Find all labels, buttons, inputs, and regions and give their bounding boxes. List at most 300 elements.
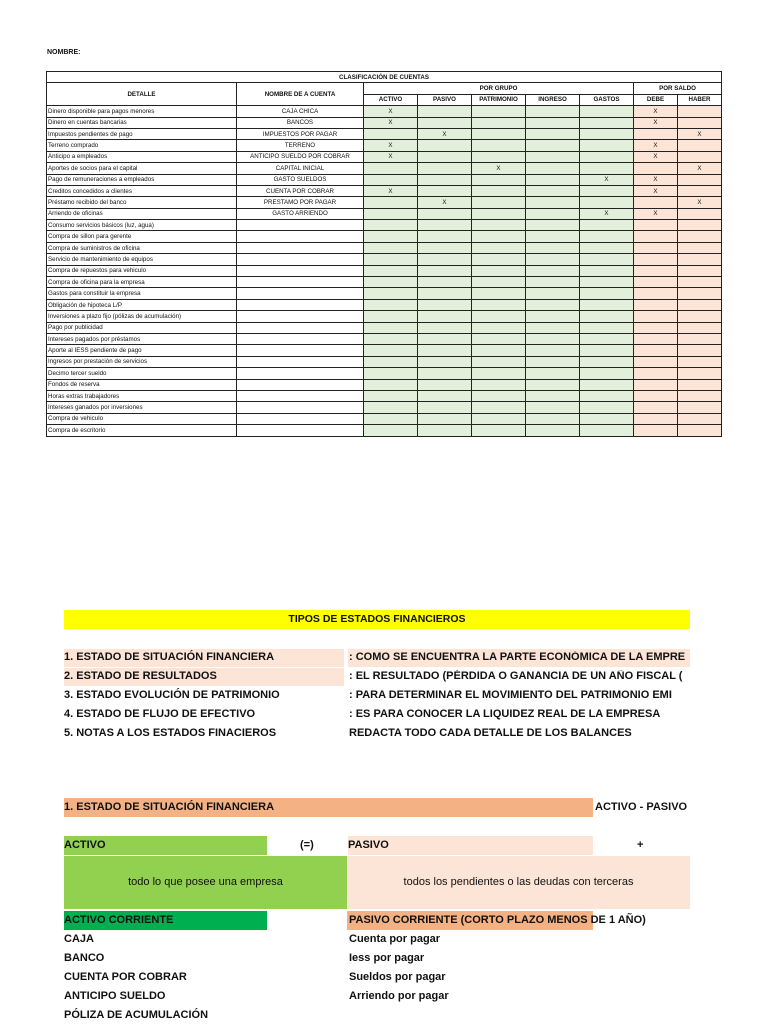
cell-nombre-cuenta: [237, 333, 364, 344]
pasivo-item-arriendo: Arriendo por pagar: [349, 990, 449, 1002]
cell-mark: [364, 197, 418, 208]
cell-mark: [580, 151, 634, 162]
cell-mark: [526, 379, 580, 390]
cell-mark: [634, 220, 678, 231]
cell-mark: [472, 106, 526, 117]
cell-mark: [418, 277, 472, 288]
cell-mark: [580, 425, 634, 436]
cell-mark: [364, 288, 418, 299]
pasivo-header-text: PASIVO: [348, 839, 389, 851]
cell-mark: [472, 356, 526, 367]
cell-mark: [580, 106, 634, 117]
tipo-5-desc: REDACTA TODO CADA DETALLE DE LOS BALANCES: [349, 727, 632, 739]
cell-mark: [418, 231, 472, 242]
cell-mark: [678, 345, 722, 356]
cell-mark: [526, 220, 580, 231]
cell-mark: [526, 197, 580, 208]
cell-mark: [418, 208, 472, 219]
table-row: [47, 311, 722, 322]
table-row: [47, 140, 722, 151]
nombre-label: NOMBRE:: [47, 49, 81, 56]
cell-mark: [418, 333, 472, 344]
cell-mark: [678, 140, 722, 151]
cell-detalle: Dinero disponible para pagos menores: [47, 106, 237, 117]
tipo-3-label: 3. ESTADO EVOLUCIÓN DE PATRIMONIO: [64, 689, 280, 701]
cell-detalle: Pago por publicidad: [47, 322, 237, 333]
cell-mark: X: [634, 151, 678, 162]
header-haber: HABER: [678, 94, 722, 105]
cell-mark: [580, 322, 634, 333]
cell-mark: [678, 151, 722, 162]
cell-detalle: Impuestos pendientes de pago: [47, 128, 237, 139]
cell-mark: X: [634, 117, 678, 128]
table-row: [47, 197, 722, 208]
tipos-title: [64, 610, 690, 629]
cell-mark: [364, 333, 418, 344]
cell-mark: [678, 277, 722, 288]
tipos-title-text: TIPOS DE ESTADOS FINANCIEROS: [288, 613, 466, 625]
cell-mark: [634, 379, 678, 390]
cell-mark: X: [678, 128, 722, 139]
cell-mark: [580, 140, 634, 151]
cell-mark: [418, 117, 472, 128]
pasivo-desc: todos los pendientes o las deudas con terceras: [403, 876, 634, 888]
cell-mark: [580, 356, 634, 367]
cell-mark: [472, 197, 526, 208]
cell-mark: [678, 390, 722, 401]
cell-mark: [472, 185, 526, 196]
cell-mark: [418, 140, 472, 151]
header-nombre: NOMBRE DE A CUENTA: [237, 83, 364, 106]
cell-detalle: Intereses pagados por préstamos: [47, 333, 237, 344]
table-row: [47, 220, 722, 231]
cell-mark: [678, 254, 722, 265]
header-pasivo: PASIVO: [418, 94, 472, 105]
cell-mark: [472, 151, 526, 162]
cell-mark: X: [418, 128, 472, 139]
cell-mark: [472, 390, 526, 401]
activo-header: [64, 836, 267, 855]
cell-mark: [472, 242, 526, 253]
cell-nombre-cuenta: [237, 390, 364, 401]
cell-mark: [526, 185, 580, 196]
cell-mark: [418, 254, 472, 265]
cell-nombre-cuenta: CAPITAL INICIAL: [237, 163, 364, 174]
cell-mark: [526, 208, 580, 219]
cell-mark: [364, 220, 418, 231]
cell-mark: X: [678, 163, 722, 174]
cell-mark: [472, 402, 526, 413]
activo-desc-box: [64, 856, 347, 909]
cell-detalle: Arriendo de oficinas: [47, 208, 237, 219]
cell-mark: [678, 220, 722, 231]
activo-desc: todo lo que posee una empresa: [128, 876, 283, 888]
situacion-formula: ACTIVO - PASIVO: [595, 801, 688, 813]
cell-mark: X: [364, 117, 418, 128]
situacion-title: [64, 798, 593, 817]
tipo-5-label: 5. NOTAS A LOS ESTADOS FINACIEROS: [64, 727, 277, 739]
cell-mark: [678, 368, 722, 379]
cell-nombre-cuenta: [237, 231, 364, 242]
cell-mark: [580, 379, 634, 390]
pasivo-corriente-header: PASIVO CORRIENTE (CORTO PLAZO MENOS DE 1 AÑO): [349, 914, 646, 926]
cell-detalle: Anticipo a empleados: [47, 151, 237, 162]
cell-mark: [678, 265, 722, 276]
cell-mark: [634, 368, 678, 379]
cell-mark: [580, 220, 634, 231]
cell-mark: [634, 425, 678, 436]
cell-nombre-cuenta: TERRENO: [237, 140, 364, 151]
table-row: [47, 128, 722, 139]
cell-detalle: Préstamo recibido del banco: [47, 197, 237, 208]
cell-mark: [678, 185, 722, 196]
table-row: [47, 413, 722, 424]
cell-mark: [472, 117, 526, 128]
cell-mark: [418, 265, 472, 276]
cell-mark: [364, 356, 418, 367]
tipo-4-label: 4. ESTADO DE FLUJO DE EFECTIVO: [64, 708, 256, 720]
cell-mark: [580, 197, 634, 208]
cell-mark: [526, 163, 580, 174]
cell-mark: X: [634, 208, 678, 219]
activo-item-banco: BANCO: [64, 952, 105, 964]
pasivo-item-iess: Iess por pagar: [349, 952, 425, 964]
cell-mark: [472, 379, 526, 390]
table-title: CLASIFICACIÓN DE CUENTAS: [47, 72, 722, 83]
table-row: [47, 231, 722, 242]
cell-mark: [526, 345, 580, 356]
cell-nombre-cuenta: IMPUESTOS POR PAGAR: [237, 128, 364, 139]
cell-nombre-cuenta: CUENTA POR COBRAR: [237, 185, 364, 196]
pasivo-desc-box: [347, 856, 690, 909]
situacion-title-text: 1. ESTADO DE SITUACIÓN FINANCIERA: [64, 801, 275, 813]
cell-mark: [526, 322, 580, 333]
cell-mark: [678, 413, 722, 424]
cell-mark: [526, 106, 580, 117]
tipo-2-label: 2. ESTADO DE RESULTADOS: [64, 670, 217, 682]
cell-nombre-cuenta: [237, 379, 364, 390]
cell-nombre-cuenta: [237, 254, 364, 265]
table-row: [47, 322, 722, 333]
cell-mark: [364, 242, 418, 253]
cell-mark: [526, 288, 580, 299]
cell-mark: [526, 151, 580, 162]
cell-mark: [678, 117, 722, 128]
cell-mark: [364, 299, 418, 310]
cell-mark: [526, 140, 580, 151]
cell-mark: [472, 231, 526, 242]
cell-mark: [634, 333, 678, 344]
pasivo-header: [348, 836, 593, 855]
table-row: [47, 368, 722, 379]
cell-mark: [634, 299, 678, 310]
cell-mark: [678, 379, 722, 390]
activo-corriente-text: ACTIVO CORRIENTE: [64, 914, 174, 926]
cell-mark: [634, 311, 678, 322]
pasivo-item-sueldos: Sueldos por pagar: [349, 971, 446, 983]
table-row: [47, 333, 722, 344]
table-row: [47, 356, 722, 367]
cell-nombre-cuenta: [237, 242, 364, 253]
cell-mark: [526, 333, 580, 344]
activo-item-anticipo: ANTICIPO SUELDO: [64, 990, 166, 1002]
cell-mark: [364, 128, 418, 139]
cell-mark: [526, 368, 580, 379]
cell-mark: X: [580, 208, 634, 219]
cell-mark: [580, 413, 634, 424]
cell-detalle: Terreno comprado: [47, 140, 237, 151]
cell-detalle: Aporte al IESS pendiente de pago: [47, 345, 237, 356]
cell-mark: [580, 288, 634, 299]
cell-nombre-cuenta: BANCOS: [237, 117, 364, 128]
cell-mark: [418, 402, 472, 413]
table-row: [47, 254, 722, 265]
cell-detalle: Dinero en cuentas bancarias: [47, 117, 237, 128]
cell-mark: [634, 265, 678, 276]
cell-nombre-cuenta: GASTO SUELDOS: [237, 174, 364, 185]
cell-mark: [678, 231, 722, 242]
table-row: [47, 185, 722, 196]
table-row: [47, 208, 722, 219]
cell-nombre-cuenta: PRESTAMO POR PAGAR: [237, 197, 364, 208]
cell-nombre-cuenta: [237, 288, 364, 299]
cell-mark: [634, 231, 678, 242]
cell-mark: [634, 322, 678, 333]
cell-mark: [526, 128, 580, 139]
cell-mark: [472, 345, 526, 356]
table-row: [47, 402, 722, 413]
header-por-saldo: POR SALDO: [634, 83, 722, 94]
cell-mark: [364, 208, 418, 219]
activo-item-cuenta-cobrar: CUENTA POR COBRAR: [64, 971, 187, 983]
cell-detalle: Compra de escritorio: [47, 425, 237, 436]
activo-item-caja: CAJA: [64, 933, 94, 945]
cell-mark: [418, 106, 472, 117]
cell-mark: [472, 413, 526, 424]
cell-mark: [472, 299, 526, 310]
cell-mark: [418, 413, 472, 424]
cell-mark: [364, 402, 418, 413]
cell-mark: [364, 231, 418, 242]
table-row: [47, 117, 722, 128]
header-patrimonio: PATRIMONIO: [472, 94, 526, 105]
cell-mark: [580, 299, 634, 310]
cell-mark: [580, 333, 634, 344]
cell-mark: [472, 311, 526, 322]
pasivo-item-cuenta-pagar: Cuenta por pagar: [349, 933, 441, 945]
cell-mark: [678, 402, 722, 413]
cell-mark: [526, 231, 580, 242]
table-row: [47, 106, 722, 117]
activo-header-text: ACTIVO: [64, 839, 106, 851]
table-row: [47, 174, 722, 185]
cell-mark: X: [364, 151, 418, 162]
cell-nombre-cuenta: [237, 311, 364, 322]
cell-mark: [418, 242, 472, 253]
table-row: [47, 242, 722, 253]
cell-detalle: Obligación de hipoteca L/P: [47, 299, 237, 310]
cell-mark: [678, 242, 722, 253]
cell-mark: [364, 425, 418, 436]
cell-mark: [580, 185, 634, 196]
tipo-1-desc: : COMO SE ENCUENTRA LA PARTE ECONÓMICA DE LA EMPRE: [349, 651, 686, 663]
cell-mark: [418, 379, 472, 390]
cell-mark: X: [634, 185, 678, 196]
activo-corriente-header: [64, 911, 267, 930]
cell-mark: [418, 299, 472, 310]
cell-mark: [634, 254, 678, 265]
cell-nombre-cuenta: [237, 402, 364, 413]
cell-mark: [580, 311, 634, 322]
cell-mark: [418, 425, 472, 436]
cell-mark: [526, 356, 580, 367]
cell-mark: [678, 208, 722, 219]
cell-mark: [634, 197, 678, 208]
cell-mark: X: [634, 140, 678, 151]
cell-mark: [472, 333, 526, 344]
cell-nombre-cuenta: [237, 322, 364, 333]
cell-mark: [526, 390, 580, 401]
cell-mark: [364, 368, 418, 379]
table-row: [47, 265, 722, 276]
cell-mark: [472, 128, 526, 139]
cell-mark: [580, 231, 634, 242]
cell-mark: [472, 288, 526, 299]
cell-mark: [634, 128, 678, 139]
cell-mark: [418, 220, 472, 231]
cell-mark: [580, 277, 634, 288]
cell-mark: [580, 163, 634, 174]
cell-detalle: Compra de repuestos para vehiculo: [47, 265, 237, 276]
cell-nombre-cuenta: GASTO ARRIENDO: [237, 208, 364, 219]
table-body: [47, 106, 722, 436]
cell-mark: [580, 402, 634, 413]
cell-mark: [364, 163, 418, 174]
cell-mark: [526, 174, 580, 185]
tipo-4-desc: : ES PARA CONOCER LA LIQUIDEZ REAL DE LA EMPRESA: [349, 708, 661, 720]
cell-mark: [418, 151, 472, 162]
cell-mark: [364, 345, 418, 356]
cell-mark: X: [472, 163, 526, 174]
cell-nombre-cuenta: [237, 356, 364, 367]
cell-mark: [364, 277, 418, 288]
cell-detalle: Creditos concedidos a clientes: [47, 185, 237, 196]
cell-mark: [364, 322, 418, 333]
cell-mark: [472, 174, 526, 185]
cell-mark: [418, 390, 472, 401]
header-gastos: GASTOS: [580, 94, 634, 105]
cell-mark: [526, 117, 580, 128]
cell-mark: [418, 311, 472, 322]
cell-mark: [526, 277, 580, 288]
cell-nombre-cuenta: [237, 299, 364, 310]
cell-detalle: Horas extras trabajadores: [47, 390, 237, 401]
cell-mark: [418, 174, 472, 185]
cell-mark: [526, 254, 580, 265]
cell-nombre-cuenta: [237, 265, 364, 276]
cell-mark: [418, 368, 472, 379]
tipo-2-desc: : EL RESULTADO (PÉRDIDA O GANANCIA DE UN AÑO FISCAL (: [349, 670, 683, 682]
cell-mark: [678, 311, 722, 322]
cell-mark: [364, 254, 418, 265]
cell-mark: X: [580, 174, 634, 185]
cell-mark: [526, 413, 580, 424]
cell-mark: [678, 322, 722, 333]
cell-mark: [678, 106, 722, 117]
cell-nombre-cuenta: ANTICIPO SUELDO POR COBRAR: [237, 151, 364, 162]
table-row: [47, 390, 722, 401]
tipo-3-desc: : PARA DETERMINAR EL MOVIMIENTO DEL PATRIMONIO EMI: [349, 689, 672, 701]
cell-mark: [678, 288, 722, 299]
table-row: [47, 379, 722, 390]
cell-mark: [678, 356, 722, 367]
cell-mark: X: [364, 185, 418, 196]
cell-mark: [472, 208, 526, 219]
cell-mark: [364, 390, 418, 401]
table-row: [47, 151, 722, 162]
cell-mark: [472, 265, 526, 276]
cell-mark: [364, 174, 418, 185]
cell-mark: [634, 163, 678, 174]
cell-mark: [418, 356, 472, 367]
header-activo: ACTIVO: [364, 94, 418, 105]
cell-mark: [472, 220, 526, 231]
cell-mark: [580, 368, 634, 379]
cell-detalle: Pago de remuneraciones a empleados: [47, 174, 237, 185]
cell-detalle: Decimo tercer sueldo: [47, 368, 237, 379]
cell-mark: [526, 265, 580, 276]
cell-mark: [634, 277, 678, 288]
cell-mark: X: [678, 197, 722, 208]
cell-mark: X: [634, 106, 678, 117]
cell-detalle: Inversiones a plazo fijo (pólizas de acumulación): [47, 311, 237, 322]
cell-mark: [526, 402, 580, 413]
cell-detalle: Fondos de reserva: [47, 379, 237, 390]
cell-mark: [580, 254, 634, 265]
cell-mark: [472, 254, 526, 265]
cell-nombre-cuenta: [237, 345, 364, 356]
header-ingreso: INGRESO: [526, 94, 580, 105]
table-row: [47, 163, 722, 174]
cell-mark: [364, 265, 418, 276]
cell-mark: [472, 425, 526, 436]
cell-mark: [580, 242, 634, 253]
cell-mark: [634, 402, 678, 413]
cell-mark: [418, 163, 472, 174]
cell-mark: [580, 128, 634, 139]
tipo-1-label: 1. ESTADO DE SITUACIÓN FINANCIERA: [64, 651, 275, 663]
cell-mark: X: [364, 140, 418, 151]
table-row: [47, 425, 722, 436]
clasificacion-table: [46, 71, 722, 437]
cell-nombre-cuenta: [237, 277, 364, 288]
cell-mark: [678, 333, 722, 344]
cell-mark: [526, 425, 580, 436]
cell-mark: [472, 322, 526, 333]
cell-mark: [634, 345, 678, 356]
cell-mark: X: [634, 174, 678, 185]
cell-detalle: Compra de oficina para la empresa: [47, 277, 237, 288]
plus-sign: +: [637, 839, 644, 851]
cell-mark: [364, 379, 418, 390]
cell-detalle: Compra de sillon para gerente: [47, 231, 237, 242]
cell-mark: [418, 288, 472, 299]
cell-detalle: Compra de suministros de oficina: [47, 242, 237, 253]
activo-item-poliza: PÓLIZA DE ACUMULACIÓN: [64, 1009, 209, 1021]
cell-mark: [418, 185, 472, 196]
cell-mark: [678, 174, 722, 185]
cell-nombre-cuenta: [237, 413, 364, 424]
